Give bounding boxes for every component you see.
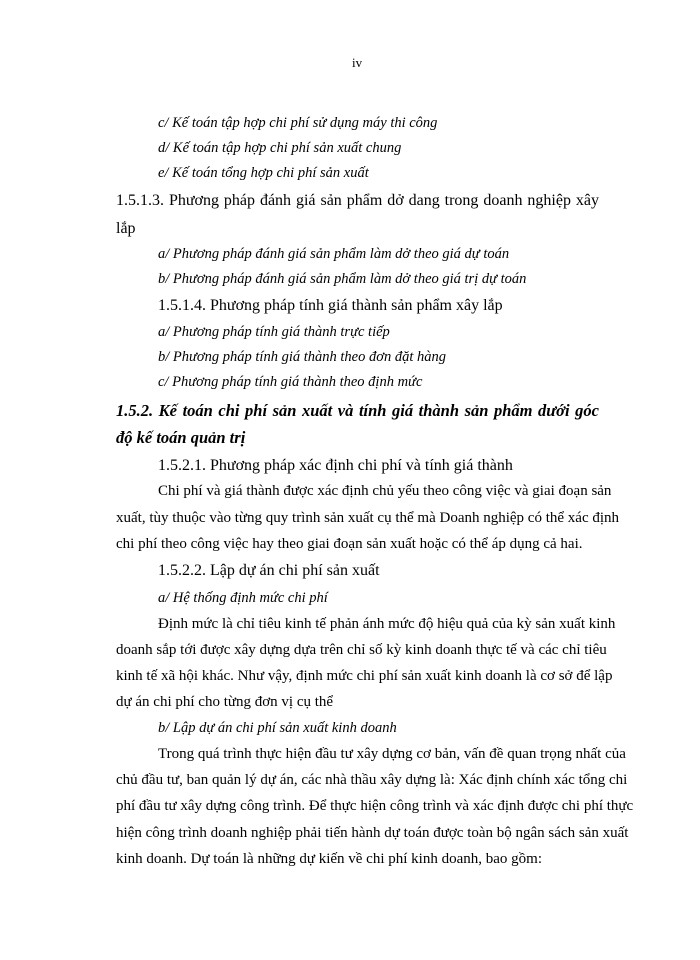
paragraph-1-line-1: Chi phí và giá thành được xác định chủ yếu theo công việc và giai đoạn sản xyxy=(158,483,612,499)
paragraph-2-line-3: kinh tế xã hội khác. Như vậy, định mức chi phí sản xuất kinh doanh là cơ sở để lập xyxy=(116,668,613,684)
subheading-1-5-1-4: 1.5.1.4. Phương pháp tính giá thành sản phẩm xây lắp xyxy=(158,297,503,314)
subheading-1-5-2-2: 1.5.2.2. Lập dự án chi phí sản xuất xyxy=(158,562,380,579)
paragraph-2-line-2: doanh sắp tới được xây dựng dựa trên chỉ số kỳ kinh doanh thực tế và các chỉ tiêu xyxy=(116,642,607,658)
toc-item-b-1514: b/ Phương pháp tính giá thành theo đơn đặt hàng xyxy=(158,349,447,365)
paragraph-2-line-4: dự án chi phí cho từng đơn vị cụ thể xyxy=(116,694,334,710)
paragraph-3-line-1: Trong quá trình thực hiện đầu tư xây dựng cơ bản, vấn đề quan trọng nhất của xyxy=(158,746,626,762)
paragraph-3-line-5: kinh doanh. Dự toán là những dự kiến về chi phí kinh doanh, bao gồm: xyxy=(116,851,542,867)
toc-item-d: d/ Kế toán tập hợp chi phí sản xuất chung xyxy=(158,140,402,156)
paragraph-2-line-1: Định mức là chỉ tiêu kinh tế phản ánh mức độ hiệu quả của kỳ sản xuất kinh xyxy=(158,616,616,632)
subheading-1-5-1-3: 1.5.1.3. Phương pháp đánh giá sản phẩm dở dang trong doanh nghiệp xây xyxy=(116,192,599,209)
paragraph-1-line-2: xuất, tùy thuộc vào từng quy trình sản xuất cụ thể mà Doanh nghiệp có thể xác định xyxy=(116,510,620,526)
page-number: iv xyxy=(352,55,363,70)
toc-item-b-1513: b/ Phương pháp đánh giá sản phẩm làm dở theo giá trị dự toán xyxy=(158,271,527,287)
paragraph-3-line-4: hiện công trình doanh nghiệp phải tiến hành dự toán được toàn bộ ngân sách sản xuất xyxy=(116,825,629,841)
toc-item-c-1514: c/ Phương pháp tính giá thành theo định mức xyxy=(158,374,423,390)
paragraph-1-line-3: chi phí theo công việc hay theo giai đoạn sản xuất hoặc có thể áp dụng cả hai. xyxy=(116,536,583,552)
section-heading-1-5-2-cont: độ kế toán quản trị xyxy=(116,428,246,447)
paragraph-3-line-3: phí đầu tư xây dựng công trình. Để thực hiện công trình và xác định được chi phí thực xyxy=(116,798,634,814)
toc-item-a-1513: a/ Phương pháp đánh giá sản phẩm làm dở theo giá dự toán xyxy=(158,246,510,262)
toc-item-a-1522: a/ Hệ thống định mức chi phí xyxy=(158,590,328,606)
toc-item-b-1522: b/ Lập dự án chi phí sản xuất kinh doanh xyxy=(158,720,397,736)
paragraph-3-line-2: chủ đầu tư, ban quản lý dự án, các nhà thầu xây dựng là: Xác định chính xác tổng chi xyxy=(116,772,628,788)
toc-item-a-1514: a/ Phương pháp tính giá thành trực tiếp xyxy=(158,324,390,340)
subheading-1-5-1-3-cont: lắp xyxy=(116,220,136,237)
toc-item-e: e/ Kế toán tổng hợp chi phí sản xuất xyxy=(158,165,369,181)
subheading-1-5-2-1: 1.5.2.1. Phương pháp xác định chi phí và tính giá thành xyxy=(158,457,513,474)
section-heading-1-5-2: 1.5.2. Kế toán chi phí sản xuất và tính giá thành sản phẩm dưới góc xyxy=(116,401,599,420)
toc-item-c: c/ Kế toán tập hợp chi phí sử dụng máy thi công xyxy=(158,115,438,131)
